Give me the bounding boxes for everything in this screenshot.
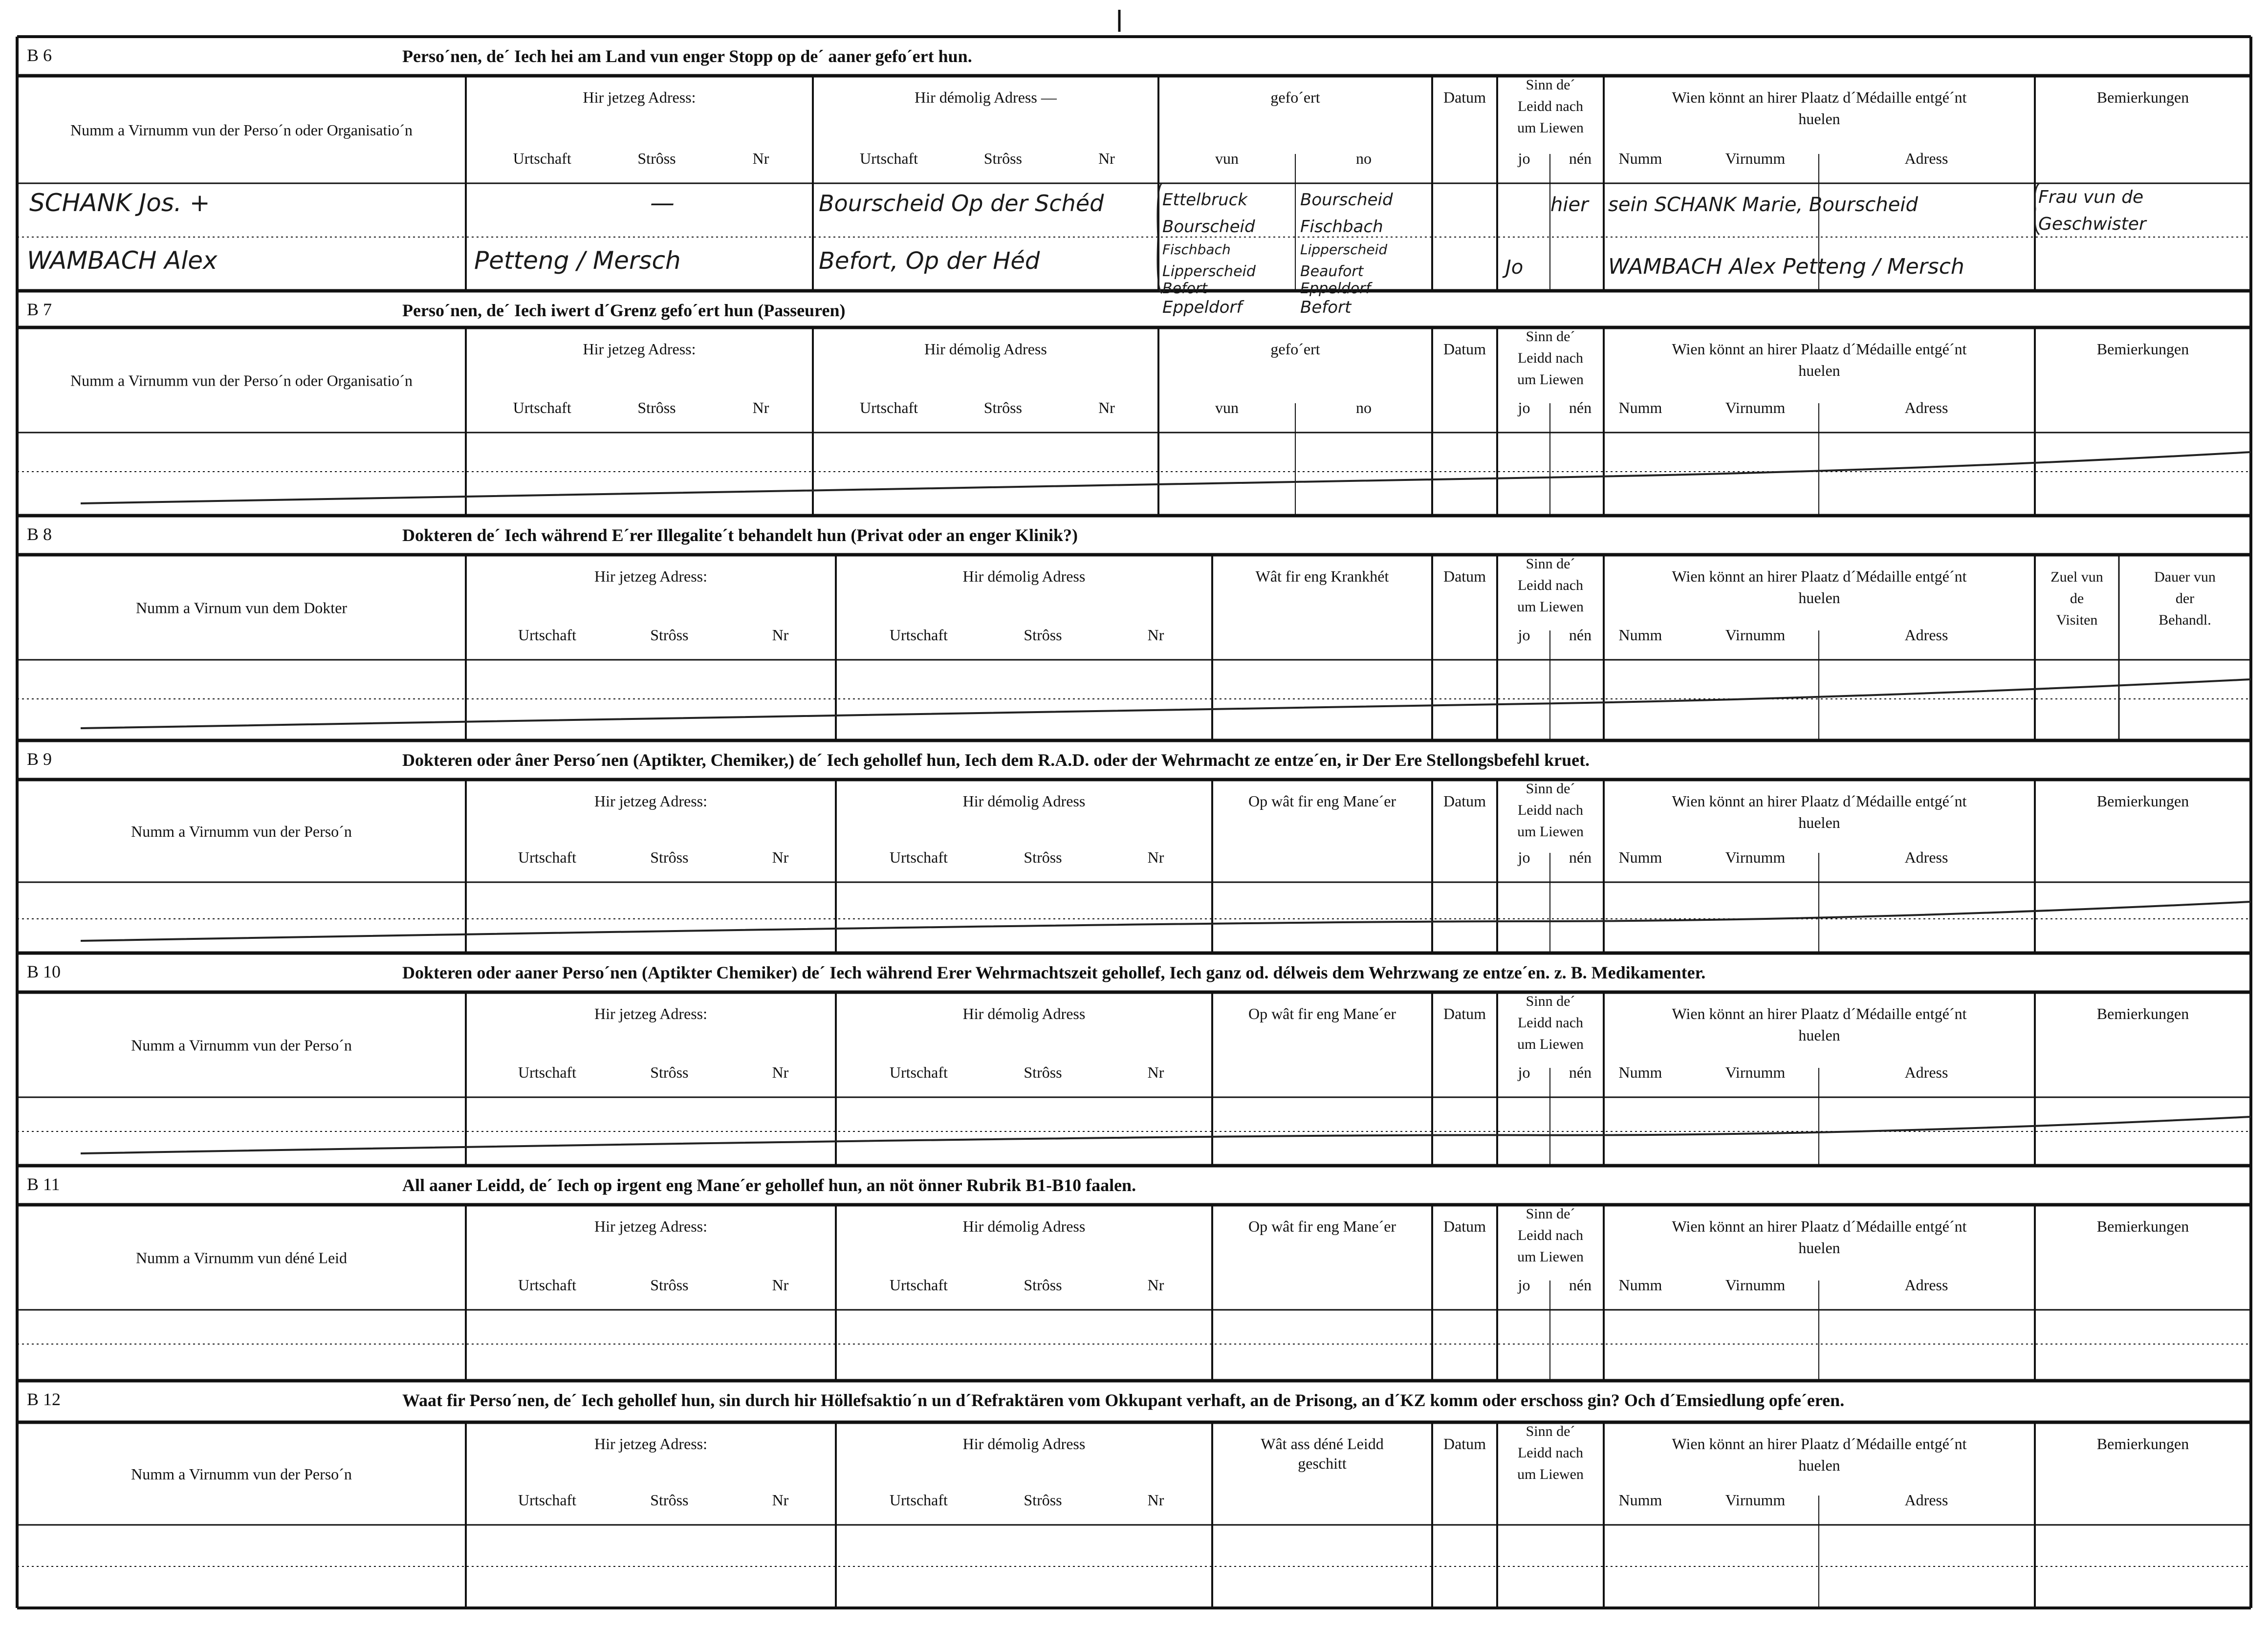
sub-header-stross: Strôss <box>983 399 1022 416</box>
medal-adress: Adress <box>1904 399 1948 416</box>
former-address-header: Hir démolig Adress <box>962 792 1086 810</box>
hw-no-3: Lipperscheid <box>1300 241 1388 258</box>
gefoert-header: gefo´ert <box>1270 88 1320 106</box>
section-code: B 10 <box>27 962 61 981</box>
sub-header-nr: Nr <box>772 1064 789 1081</box>
hw-former-row1: Bourscheid Op der Schéd <box>819 190 1104 217</box>
sinn-header: Sinn de´ Leidd nach um Liewen <box>1517 328 1584 388</box>
former-address-header: Hir démolig Adress <box>962 1217 1086 1235</box>
medal-header: Wien könnt an hirer Plaatz d´Médaille entgé´nt huelen <box>1672 88 1967 128</box>
sinn-nen: nén <box>1569 626 1592 644</box>
medal-adress: Adress <box>1904 1276 1948 1294</box>
hw-no-2: Fischbach <box>1300 217 1383 237</box>
datum-header: Datum <box>1443 340 1486 358</box>
hw-remarks-1: Frau vun de <box>2038 187 2144 207</box>
column-d-header: Op wât fir eng Mane´er <box>1248 792 1396 810</box>
sub-header-urtschaft: Urtschaft <box>889 1064 948 1081</box>
sub-header-urtschaft: Urtschaft <box>518 1491 577 1509</box>
sinn-nen: nén <box>1569 150 1592 167</box>
sinn-header: Sinn de´ Leidd nach um Liewen <box>1517 993 1584 1052</box>
sinn-header: Sinn de´ Leidd nach um Liewen <box>1517 77 1584 136</box>
medal-header: Wien könnt an hirer Plaatz d´Médaille entgé´nt huelen <box>1672 1435 1967 1474</box>
section-title: Dokteren oder âner Perso´nen (Aptikter, Chemiker,) de´ Iech gehollef hun, Iech dem R.A.D. oder der Wehrmacht ze entze´en, ir Der Ere Stellongsbefehl kruet. <box>402 750 1590 770</box>
remarks-header: Bemierkungen <box>2096 792 2189 810</box>
gefoert-vun: vun <box>1215 150 1239 167</box>
sub-header-nr: Nr <box>752 399 769 416</box>
sub-header-urtschaft: Urtschaft <box>513 399 571 416</box>
name-column-header: Numm a Virnumm vun der Perso´n <box>131 1465 352 1483</box>
zuel-visiten-header: Zuel vun de Visiten <box>2050 569 2103 628</box>
sub-header-stross: Strôss <box>1024 1064 1062 1081</box>
hw-vun2-1: Lipperscheid <box>1162 263 1256 280</box>
handwritten-brace <box>1157 183 1162 293</box>
remarks-header: Bemierkungen <box>2096 340 2189 358</box>
medal-virnumm: Virnumm <box>1725 1064 1786 1081</box>
name-column-header: Numm a Virnumm vun der Perso´n <box>131 1036 352 1054</box>
sub-header-stross: Strôss <box>650 1064 689 1081</box>
current-address-header: Hir jetzeg Adress: <box>594 1435 708 1453</box>
medal-virnumm: Virnumm <box>1725 626 1786 644</box>
sub-header-urtschaft: Urtschaft <box>860 399 918 416</box>
remarks-header: Bemierkungen <box>2096 1435 2189 1453</box>
datum-header: Datum <box>1443 1435 1486 1453</box>
sub-header-nr: Nr <box>1147 848 1164 866</box>
medal-header: Wien könnt an hirer Plaatz d´Médaille entgé´nt huelen <box>1672 1217 1967 1257</box>
sub-header-stross: Strôss <box>650 1276 689 1294</box>
hw-remarks-2: Geschwister <box>2038 214 2146 234</box>
datum-header: Datum <box>1443 567 1486 585</box>
datum-header: Datum <box>1443 1217 1486 1235</box>
sub-header-urtschaft: Urtschaft <box>518 626 577 644</box>
sub-header-nr: Nr <box>1147 1491 1164 1509</box>
name-column-header: Numm a Virnumm vun der Perso´n oder Organisatio´n <box>70 371 413 390</box>
sinn-header: Sinn de´ Leidd nach um Liewen <box>1517 781 1584 840</box>
section-title: Dokteren de´ Iech während E´rer Illegalite´t behandelt hun (Privat oder an enger Klinik?) <box>402 525 1078 545</box>
cross-out-stroke <box>81 902 2251 941</box>
hw-vun2-3: Eppeldorf <box>1162 298 1243 317</box>
sub-header-stross: Strôss <box>637 150 676 167</box>
section-title: Perso´nen, de´ Iech hei am Land vun enger Stopp op de´ aaner gefo´ert hun. <box>402 46 972 66</box>
section-code: B 8 <box>27 524 52 544</box>
medal-header: Wien könnt an hirer Plaatz d´Médaille entgé´nt huelen <box>1672 792 1967 831</box>
medal-adress: Adress <box>1904 150 1948 167</box>
hw-vun2-2: Befort <box>1162 280 1208 297</box>
sub-header-urtschaft: Urtschaft <box>518 1064 577 1081</box>
cross-out-stroke <box>81 452 2251 503</box>
remarks-header: Bemierkungen <box>2096 1217 2189 1235</box>
remarks-header: Bemierkungen <box>2096 1005 2189 1022</box>
name-column-header: Numm a Virnumm vun déné Leid <box>135 1249 348 1267</box>
sinn-nen: nén <box>1569 1276 1592 1294</box>
medal-virnumm: Virnumm <box>1725 1491 1786 1509</box>
datum-header: Datum <box>1443 1005 1486 1022</box>
medal-numm: Numm <box>1618 399 1662 416</box>
medal-virnumm: Virnumm <box>1725 848 1786 866</box>
sub-header-urtschaft: Urtschaft <box>860 150 918 167</box>
hw-vun-2: Bourscheid <box>1162 217 1255 237</box>
cross-out-stroke <box>81 1117 2251 1153</box>
medal-numm: Numm <box>1618 848 1662 866</box>
former-address-header: Hir démolig Adress <box>962 1005 1086 1022</box>
medal-adress: Adress <box>1904 848 1948 866</box>
medal-header: Wien könnt an hirer Plaatz d´Médaille entgé´nt huelen <box>1672 1005 1967 1044</box>
sinn-header: Sinn de´ Leidd nach um Liewen <box>1517 1423 1584 1482</box>
sub-header-stross: Strôss <box>637 399 676 416</box>
sinn-nen: nén <box>1569 848 1592 866</box>
column-d-header: Wât fir eng Krankhét <box>1255 567 1389 585</box>
name-column-header: Numm a Virnumm vun der Perso´n oder Organisatio´n <box>70 121 413 139</box>
cross-out-stroke <box>81 679 2251 728</box>
hw-nen-row1: hier <box>1550 194 1589 216</box>
medal-adress: Adress <box>1904 1491 1948 1509</box>
sub-header-nr: Nr <box>772 1276 789 1294</box>
medal-adress: Adress <box>1904 626 1948 644</box>
medal-numm: Numm <box>1618 1276 1662 1294</box>
hw-no-1: Bourscheid <box>1300 190 1393 210</box>
sub-header-nr: Nr <box>1098 399 1115 416</box>
section-code: B 6 <box>27 45 52 65</box>
sub-header-urtschaft: Urtschaft <box>518 1276 577 1294</box>
sub-header-urtschaft: Urtschaft <box>889 1491 948 1509</box>
section-title: Dokteren oder aaner Perso´nen (Aptikter Chemiker) de´ Iech während Erer Wehrmachtszeit gehollef, Iech ganz od. délweis dem Wehrzwang ze entze´en. z. B. Medikamenter. <box>402 963 1706 982</box>
former-address-header: Hir démolig Adress <box>924 340 1047 358</box>
gefoert-header: gefo´ert <box>1270 340 1320 358</box>
name-column-header: Numm a Virnum vun dem Dokter <box>135 599 348 617</box>
datum-header: Datum <box>1443 88 1486 106</box>
current-address-header: Hir jetzeg Adress: <box>594 792 708 810</box>
column-d-header: Op wât fir eng Mane´er <box>1248 1217 1396 1235</box>
sub-header-urtschaft: Urtschaft <box>518 848 577 866</box>
medal-numm: Numm <box>1618 1491 1662 1509</box>
sub-header-urtschaft: Urtschaft <box>513 150 571 167</box>
sub-header-nr: Nr <box>1147 1276 1164 1294</box>
name-column-header: Numm a Virnumm vun der Perso´n <box>131 823 352 840</box>
sub-header-nr: Nr <box>772 1491 789 1509</box>
dauer-behandl-header: Dauer vun der Behandl. <box>2154 569 2216 628</box>
sinn-jo: jo <box>1518 1064 1530 1081</box>
section-title: Perso´nen, de´ Iech iwert d´Grenz gefo´ert hun (Passeuren) <box>402 301 846 320</box>
sinn-jo: jo <box>1518 626 1530 644</box>
sub-header-nr: Nr <box>1147 626 1164 644</box>
current-address-header: Hir jetzeg Adress: <box>594 1217 708 1235</box>
sub-header-stross: Strôss <box>650 626 689 644</box>
medal-header: Wien könnt an hirer Plaatz d´Médaille entgé´nt huelen <box>1672 340 1967 379</box>
medal-numm: Numm <box>1618 1064 1662 1081</box>
section-title: All aaner Leidd, de´ Iech op irgent eng Mane´er gehollef hun, an nöt önner Rubrik B1-B10 faalen. <box>402 1175 1136 1195</box>
sub-header-urtschaft: Urtschaft <box>889 848 948 866</box>
sinn-header: Sinn de´ Leidd nach um Liewen <box>1517 1206 1584 1265</box>
hw-no2-3: Befort <box>1300 298 1352 317</box>
medal-virnumm: Virnumm <box>1725 399 1786 416</box>
sub-header-stross: Strôss <box>983 150 1022 167</box>
medal-numm: Numm <box>1618 150 1662 167</box>
sub-header-stross: Strôss <box>1024 848 1062 866</box>
hw-current-row1: — <box>650 189 675 217</box>
hw-jo-row2: Jo <box>1505 256 1524 279</box>
former-address-header: Hir démolig Adress <box>962 1435 1086 1453</box>
section-code: B 9 <box>27 749 52 769</box>
sinn-jo: jo <box>1518 399 1530 416</box>
sub-header-stross: Strôss <box>1024 626 1062 644</box>
current-address-header: Hir jetzeg Adress: <box>594 1005 708 1022</box>
hw-current-row2: Petteng / Mersch <box>474 246 681 275</box>
sub-header-urtschaft: Urtschaft <box>889 626 948 644</box>
medal-adress: Adress <box>1904 1064 1948 1081</box>
column-d-header: Wât ass déné Leidd geschitt <box>1261 1435 1384 1472</box>
sub-header-stross: Strôss <box>650 848 689 866</box>
sub-header-urtschaft: Urtschaft <box>889 1276 948 1294</box>
sinn-nen: nén <box>1569 1064 1592 1081</box>
section-code: B 12 <box>27 1389 61 1409</box>
datum-header: Datum <box>1443 792 1486 810</box>
gefoert-vun: vun <box>1215 399 1239 416</box>
former-address-header: Hir démolig Adress <box>962 567 1086 585</box>
sinn-jo: jo <box>1518 150 1530 167</box>
sub-header-nr: Nr <box>772 848 789 866</box>
hw-no2-1: Beaufort <box>1300 263 1364 280</box>
section-code: B 11 <box>27 1174 60 1194</box>
column-d-header: Op wât fir eng Mane´er <box>1248 1005 1396 1022</box>
hw-name-row1: SCHANK Jos. + <box>29 189 210 217</box>
hw-medal-row1: sein SCHANK Marie, Bourscheid <box>1608 194 1918 216</box>
gefoert-no: no <box>1356 150 1372 167</box>
hw-name-row2: WAMBACH Alex <box>27 246 218 275</box>
sub-header-nr: Nr <box>1098 150 1115 167</box>
sub-header-nr: Nr <box>1147 1064 1164 1081</box>
medal-header: Wien könnt an hirer Plaatz d´Médaille entgé´nt huelen <box>1672 567 1967 607</box>
hw-medal-row2: WAMBACH Alex Petteng / Mersch <box>1608 254 1964 279</box>
hw-vun-1: Ettelbruck <box>1162 190 1248 210</box>
current-address-header: Hir jetzeg Adress: <box>583 340 696 358</box>
sub-header-stross: Strôss <box>1024 1491 1062 1509</box>
sub-header-stross: Strôss <box>1024 1276 1062 1294</box>
hw-vun-3: Fischbach <box>1162 241 1231 258</box>
sinn-header: Sinn de´ Leidd nach um Liewen <box>1517 556 1584 615</box>
medal-virnumm: Virnumm <box>1725 150 1786 167</box>
section-code: B 7 <box>27 300 52 319</box>
sub-header-nr: Nr <box>772 626 789 644</box>
current-address-header: Hir jetzeg Adress: <box>594 567 708 585</box>
medal-numm: Numm <box>1618 626 1662 644</box>
sub-header-nr: Nr <box>752 150 769 167</box>
gefoert-no: no <box>1356 399 1372 416</box>
medal-virnumm: Virnumm <box>1725 1276 1786 1294</box>
former-address-header: Hir démolig Adress — <box>915 88 1057 106</box>
hw-no2-2: Eppeldorf <box>1300 280 1371 297</box>
sinn-jo: jo <box>1518 848 1530 866</box>
hw-former-row2: Befort, Op der Héd <box>819 247 1040 275</box>
remarks-header: Bemierkungen <box>2096 88 2189 106</box>
current-address-header: Hir jetzeg Adress: <box>583 88 696 106</box>
sinn-nen: nén <box>1569 399 1592 416</box>
section-title: Waat fir Perso´nen, de´ Iech gehollef hun, sin durch hir Höllefsaktio´n un d´Refraktären vom Okkupant verhaft, an de Prisong, an d´KZ komm oder erschoss gin? Och d´Emsiedlung opfe´eren. <box>402 1390 1845 1410</box>
sub-header-stross: Strôss <box>650 1491 689 1509</box>
sinn-jo: jo <box>1518 1276 1530 1294</box>
